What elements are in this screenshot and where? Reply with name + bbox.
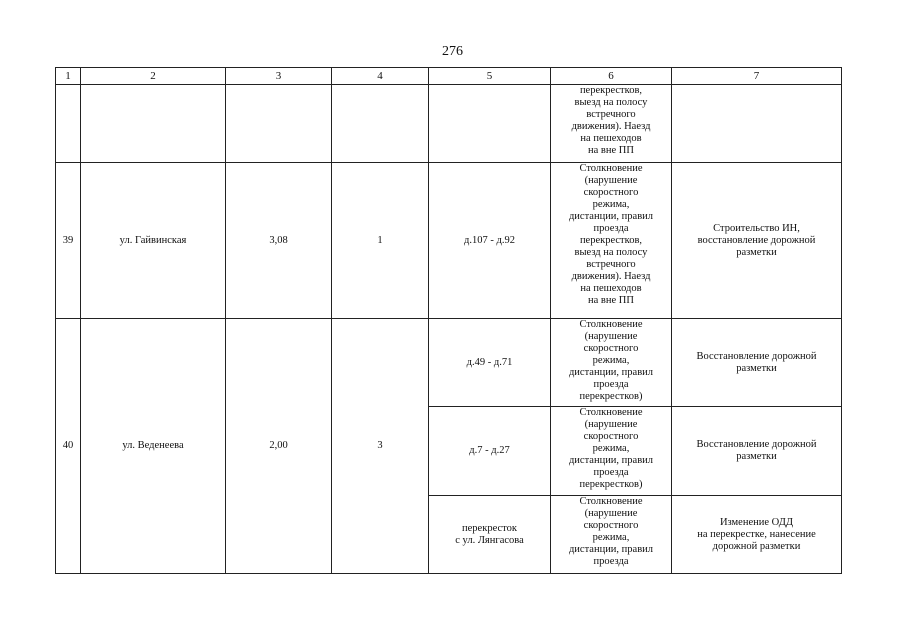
measures-text: Восстановление дорожной разметки (696, 439, 817, 462)
header-cell: 6 (551, 68, 672, 85)
header-row (56, 68, 842, 85)
measures-text: Строительство ИН, восстановление дорожной разметки (697, 222, 816, 258)
header-cell: 2 (81, 68, 226, 85)
cell-count: 3 (332, 319, 429, 574)
cell-num: 39 (56, 163, 81, 319)
cell-count: 1 (332, 163, 429, 319)
cell-count (332, 85, 429, 163)
header-cell: 5 (429, 68, 551, 85)
cell-measures (672, 407, 842, 496)
cell-street: ул. Гайвинская (81, 163, 226, 319)
cell-section (429, 496, 551, 574)
description-text: перекрестков, выезд на полосу встречного движения). Наезд на пешеходов на вне ПП (571, 85, 651, 156)
description-text: Столкновение (нарушение скоростного режима, дистанции, правил проезда перекрестков) (568, 407, 654, 490)
header-cell: 7 (672, 68, 842, 85)
cell-num (56, 85, 81, 163)
cell-length: 2,00 (226, 319, 332, 574)
table-row-39 (56, 163, 842, 319)
cell-description (551, 85, 672, 163)
cell-street (81, 85, 226, 163)
cell-street: ул. Веденеева (81, 319, 226, 574)
cell-section: д.107 - д.92 (429, 163, 551, 319)
header-cell: 1 (56, 68, 81, 85)
cell-length (226, 85, 332, 163)
description-text: Столкновение (нарушение скоростного режима, дистанции, правил проезда (568, 496, 654, 567)
description-text: Столкновение (нарушение скоростного режима, дистанции, правил проезда перекрестков) (568, 319, 654, 402)
cell-num: 40 (56, 319, 81, 574)
cell-section: д.49 - д.71 (429, 319, 551, 407)
accident-sites-table (55, 67, 842, 574)
header-cell: 4 (332, 68, 429, 85)
cell-measures (672, 85, 842, 163)
cell-description (551, 407, 672, 496)
cell-description (551, 496, 672, 574)
page-number: 276 (442, 44, 463, 59)
cell-section (429, 85, 551, 163)
header-cell: 3 (226, 68, 332, 85)
description-text: Столкновение (нарушение скоростного режима, дистанции, правил проезда перекрестков, выезд на полосу встречного движения). Наезд на пешеходов на вне ПП (568, 163, 654, 306)
cell-measures (672, 319, 842, 407)
measures-text: Восстановление дорожной разметки (696, 350, 817, 374)
cell-measures (672, 496, 842, 574)
cell-description (551, 319, 672, 407)
cell-section: д.7 - д.27 (429, 407, 551, 496)
section-text: перекресток с ул. Лянгасова (455, 522, 524, 546)
table-row-40 (56, 319, 842, 407)
cell-description (551, 163, 672, 319)
measures-text: Изменение ОДД на перекрестке, нанесение дорожной разметки (697, 516, 816, 552)
cell-length: 3,08 (226, 163, 332, 319)
table-row-continued (56, 85, 842, 163)
cell-measures (672, 163, 842, 319)
